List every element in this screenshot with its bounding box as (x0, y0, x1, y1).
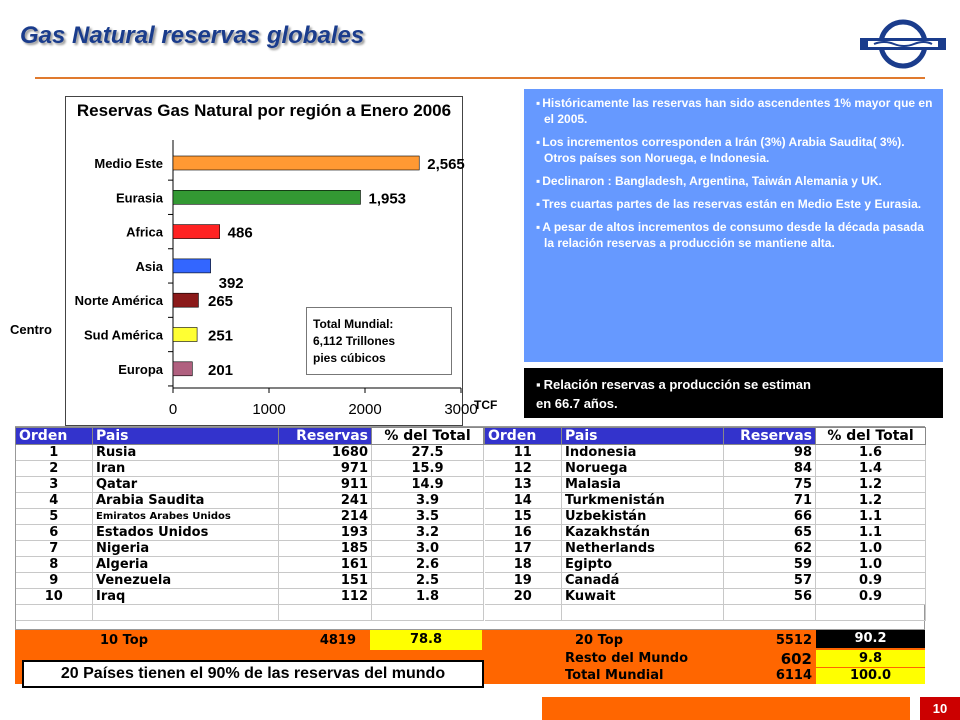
header-pct: % del Total (372, 428, 484, 445)
rank-cell: 10 (16, 589, 93, 605)
rank-cell: 13 (485, 477, 562, 493)
rank-cell: 15 (485, 509, 562, 525)
x-tick-label: 2000 (348, 401, 382, 418)
rank-cell: 8 (16, 557, 93, 573)
summary-rest-pct: 9.8 (816, 650, 925, 667)
table-row (485, 509, 926, 525)
table-row (485, 445, 926, 461)
note-bullet: ▪ Declinaron : Bangladesh, Argentina, Taiwán Alemania y UK. (536, 173, 933, 189)
table-spacer-row (485, 605, 926, 621)
x-tick-label: 3000 (444, 401, 478, 418)
rank-cell: 14 (485, 493, 562, 509)
summary-top10-value: 4819 (319, 633, 356, 648)
country-cell: Kuwait (562, 589, 724, 605)
note-bullet: ▪ A pesar de altos incrementos de consumo desde la década pasada la relación reservas a producción se mantiene alta. (536, 219, 933, 251)
header-orden: Orden (485, 428, 562, 445)
notes-panel (524, 89, 943, 362)
empty-cell (816, 605, 926, 621)
pct-cell: 1.2 (816, 493, 926, 509)
country-cell: Estados Unidos (93, 525, 279, 541)
table-row (16, 557, 484, 573)
table-row (16, 477, 484, 493)
table-row (485, 541, 926, 557)
category-label: Africa (126, 224, 163, 240)
country-cell: Uzbekistán (562, 509, 724, 525)
pct-cell: 1.1 (816, 509, 926, 525)
pct-cell: 14.9 (372, 477, 484, 493)
pct-cell: 1.0 (816, 541, 926, 557)
page-number: 10 (920, 697, 960, 720)
category-label: Asia (135, 258, 163, 274)
rank-cell: 9 (16, 573, 93, 589)
reserves-cell: 57 (724, 573, 816, 589)
x-axis-label: TCF (474, 398, 498, 412)
country-cell: Qatar (93, 477, 279, 493)
category-label: Medio Este (94, 156, 163, 171)
pct-cell: 1.2 (816, 477, 926, 493)
country-cell: Canadá (562, 573, 724, 589)
summary-top10-pct: 78.8 (370, 630, 482, 650)
data-label: 1,953 (368, 190, 407, 208)
table-spacer-row (16, 605, 484, 621)
empty-cell (279, 605, 372, 621)
reserves-cell: 66 (724, 509, 816, 525)
country-cell: Indonesia (562, 445, 724, 461)
bar (173, 156, 419, 170)
pct-cell: 2.6 (372, 557, 484, 573)
country-cell: Kazakhstán (562, 525, 724, 541)
pct-cell: 0.9 (816, 573, 926, 589)
reserves-cell: 62 (724, 541, 816, 557)
table-row (16, 493, 484, 509)
country-cell: Algeria (93, 557, 279, 573)
reserves-cell: 911 (279, 477, 372, 493)
pct-cell: 1.8 (372, 589, 484, 605)
bar (173, 293, 198, 307)
reserves-cell: 98 (724, 445, 816, 461)
reserves-cell: 193 (279, 525, 372, 541)
highlight-line-1: Relación reservas a producción se estiman (543, 377, 811, 392)
annotation-line: Total Mundial: (313, 317, 394, 331)
header-reservas: Reservas (279, 428, 372, 445)
footer-bar (542, 697, 910, 720)
rank-cell: 3 (16, 477, 93, 493)
data-label: 251 (208, 327, 234, 345)
pct-cell: 27.5 (372, 445, 484, 461)
empty-cell (16, 605, 93, 621)
category-label: Europa (118, 361, 163, 377)
table-row (16, 509, 484, 525)
highlight-panel (524, 368, 943, 418)
table-row (16, 461, 484, 477)
reserves-cell: 84 (724, 461, 816, 477)
header-pais: Pais (93, 428, 279, 445)
pct-cell: 2.5 (372, 573, 484, 589)
table-row (485, 493, 926, 509)
highlight-line-2: en 66.7 años. (536, 396, 618, 411)
rank-cell: 2 (16, 461, 93, 477)
data-label: 265 (208, 293, 234, 311)
pct-cell: 3.0 (372, 541, 484, 557)
empty-cell (562, 605, 724, 621)
summary-rest-label: Resto del Mundo (565, 651, 689, 666)
summary-total-pct: 100.0 (816, 668, 925, 684)
table-row (16, 573, 484, 589)
empty-cell (93, 605, 279, 621)
rank-cell: 7 (16, 541, 93, 557)
category-label: Eurasia (116, 190, 163, 206)
reserves-cell: 971 (279, 461, 372, 477)
data-label: 392 (218, 274, 244, 292)
country-cell: Turkmenistán (562, 493, 724, 509)
rank-cell: 19 (485, 573, 562, 589)
country-cell: Venezuela (93, 573, 279, 589)
total-annotation (306, 307, 452, 375)
reserves-cell: 151 (279, 573, 372, 589)
annotation-line: 6,112 Trillones (313, 334, 396, 348)
reserves-cell: 59 (724, 557, 816, 573)
reserves-cell: 241 (279, 493, 372, 509)
table-row (16, 445, 484, 461)
reserves-table-right (484, 427, 926, 621)
rank-cell: 18 (485, 557, 562, 573)
table-row (485, 589, 926, 605)
reserves-table-left (15, 427, 484, 621)
pct-cell: 1.4 (816, 461, 926, 477)
rank-cell: 11 (485, 445, 562, 461)
empty-cell (724, 605, 816, 621)
table-row (485, 461, 926, 477)
header-pct: % del Total (816, 428, 926, 445)
country-cell: Netherlands (562, 541, 724, 557)
x-tick-label: 0 (168, 401, 178, 418)
chart-title: Reservas Gas Natural por región a Enero 2006 (76, 101, 452, 120)
pct-cell: 3.2 (372, 525, 484, 541)
reserves-cell: 1680 (279, 445, 372, 461)
table-row (16, 541, 484, 557)
rank-cell: 20 (485, 589, 562, 605)
rank-cell: 17 (485, 541, 562, 557)
header-reservas: Reservas (724, 428, 816, 445)
summary-total-value: 6114 (775, 668, 812, 683)
bar (173, 190, 360, 204)
chart-extra-label: Centro (10, 322, 52, 337)
annotation-line: pies cúbicos (313, 351, 386, 365)
table-row (485, 477, 926, 493)
x-tick-label: 1000 (252, 401, 286, 418)
rank-cell: 16 (485, 525, 562, 541)
table-row (16, 589, 484, 605)
reserves-cell: 71 (724, 493, 816, 509)
category-label: Norte América (74, 293, 163, 309)
header-orden: Orden (16, 428, 93, 445)
country-cell: Arabia Saudita (93, 493, 279, 509)
country-cell: Emiratos Arabes Unidos (93, 509, 279, 525)
slide-title: Gas Natural reservas globales (20, 22, 365, 49)
note-bullet: ▪ Tres cuartas partes de las reservas están en Medio Este y Eurasia. (536, 196, 933, 212)
header-pais: Pais (562, 428, 724, 445)
summary-top10-label: 10 Top (100, 633, 148, 648)
pct-cell: 1.0 (816, 557, 926, 573)
reserves-cell: 56 (724, 589, 816, 605)
country-cell: Egipto (562, 557, 724, 573)
pct-cell: 1.6 (816, 445, 926, 461)
country-cell: Iraq (93, 589, 279, 605)
pct-cell: 1.1 (816, 525, 926, 541)
data-label: 486 (227, 224, 253, 242)
data-label: 201 (208, 361, 234, 379)
rank-cell: 1 (16, 445, 93, 461)
summary-total-label: Total Mundial (565, 668, 664, 683)
table-row (485, 557, 926, 573)
reserves-cell: 112 (279, 589, 372, 605)
bar (173, 225, 220, 239)
pct-cell: 3.9 (372, 493, 484, 509)
summary-top20-value: 5512 (775, 633, 812, 648)
country-cell: Rusia (93, 445, 279, 461)
country-cell: Iran (93, 461, 279, 477)
reserves-cell: 161 (279, 557, 372, 573)
summary-top20-label: 20 Top (575, 633, 623, 648)
country-cell: Nigeria (93, 541, 279, 557)
bar (173, 328, 197, 342)
bar (173, 362, 192, 376)
data-label: 2,565 (427, 156, 465, 173)
reserves-cell: 185 (279, 541, 372, 557)
summary-top20-pct: 90.2 (816, 630, 925, 648)
note-bullet: ▪ Históricamente las reservas han sido ascendentes 1% mayor que en el 2005. (536, 95, 933, 127)
reserves-cell: 75 (724, 477, 816, 493)
rank-cell: 12 (485, 461, 562, 477)
pct-cell: 3.5 (372, 509, 484, 525)
empty-cell (372, 605, 484, 621)
table-row (485, 525, 926, 541)
table-row (16, 525, 484, 541)
rank-cell: 5 (16, 509, 93, 525)
reserves-cell: 65 (724, 525, 816, 541)
empty-cell (485, 605, 562, 621)
reserves-cell: 214 (279, 509, 372, 525)
note-bullet: ▪ Los incrementos corresponden a Irán (3%) Arabia Saudita( 3%). Otros países son Noruega, e Indonesia. (536, 134, 933, 166)
rank-cell: 6 (16, 525, 93, 541)
pct-cell: 15.9 (372, 461, 484, 477)
pct-cell: 0.9 (816, 589, 926, 605)
table-row (485, 573, 926, 589)
category-label: Sud América (84, 327, 163, 343)
bar (173, 259, 211, 273)
country-cell: Malasia (562, 477, 724, 493)
summary-rest-value: 602 (780, 650, 812, 668)
conclusion-banner: 20 Países tienen el 90% de las reservas del mundo (22, 660, 484, 688)
country-cell: Noruega (562, 461, 724, 477)
rank-cell: 4 (16, 493, 93, 509)
